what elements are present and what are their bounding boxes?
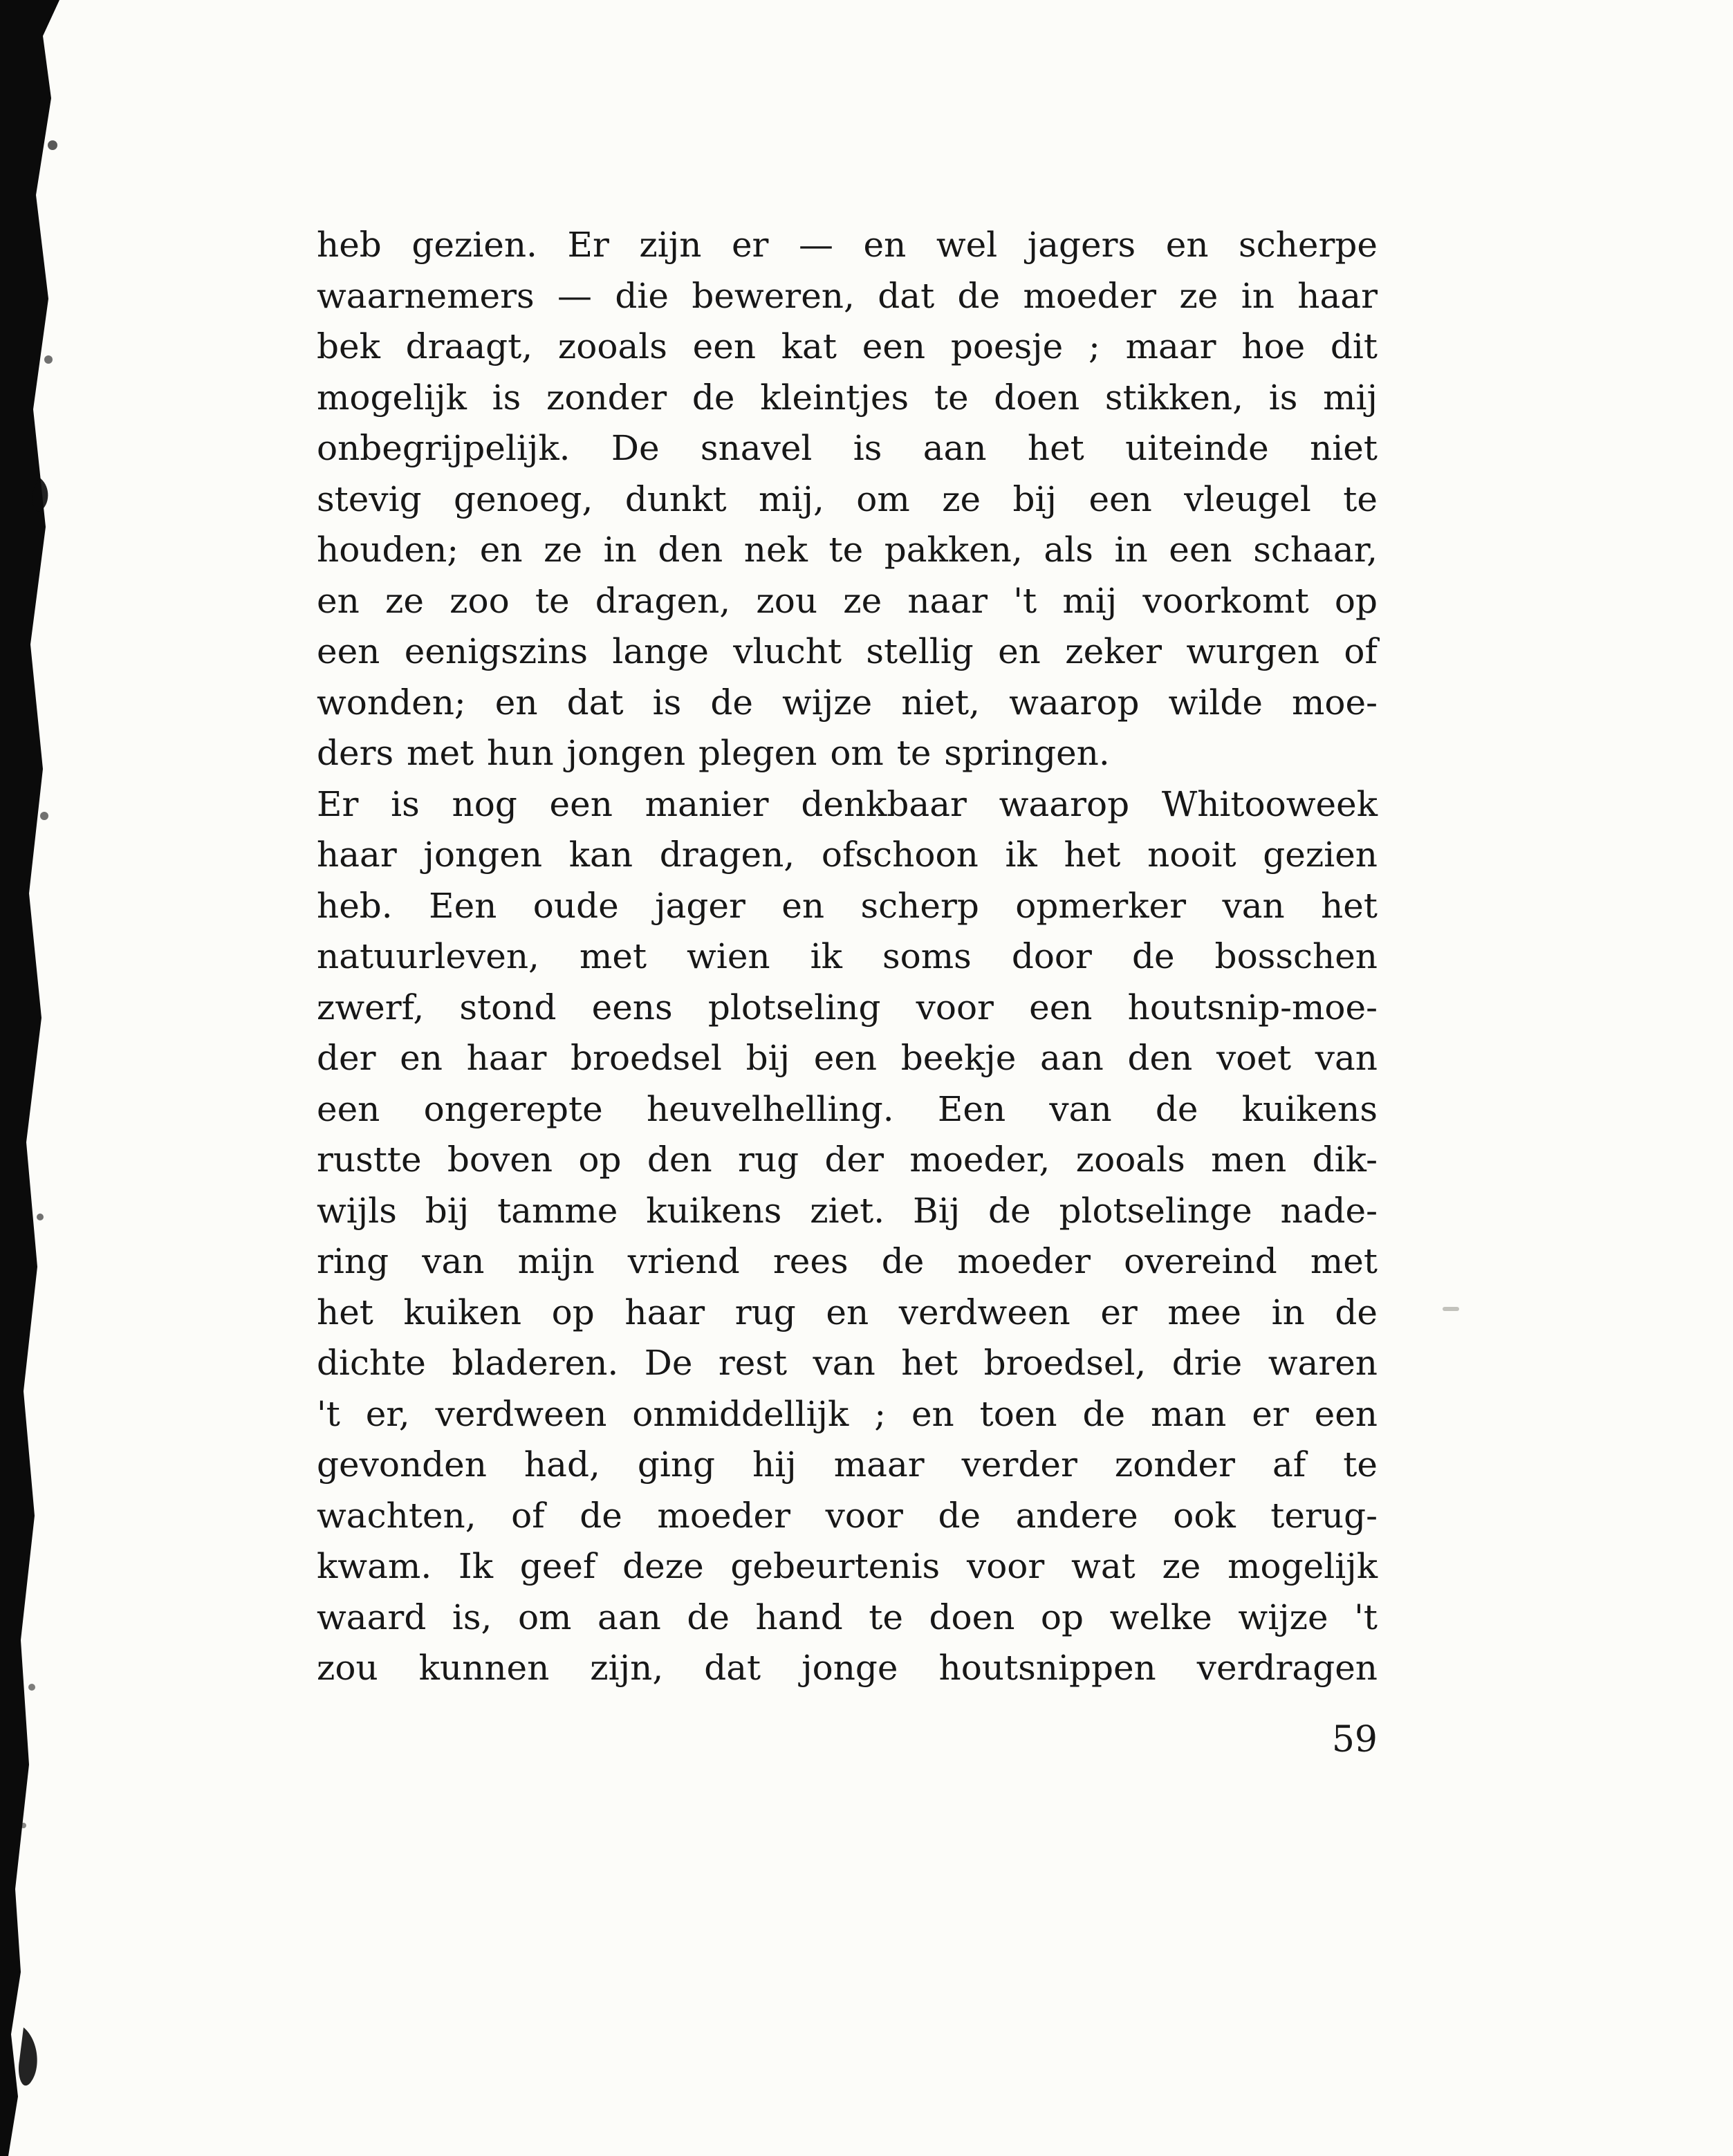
page-text	[317, 220, 1378, 1694]
text-line: kwam. Ik geef deze gebeurtenis voor wat ze mogelijk	[317, 1546, 1378, 1586]
binding-shadow-icon	[0, 0, 83, 2156]
text-line: wonden; en dat is de wijze niet, waarop wilde moe-	[317, 682, 1378, 723]
text-line: rustte boven op den rug der moeder, zooals men dik-	[317, 1140, 1378, 1180]
text-line: der en haar broedsel bij een beekje aan den voet van	[317, 1038, 1378, 1078]
scan-speck	[1443, 1307, 1459, 1311]
text-line: heb. Een oude jager en scherp opmerker van het	[317, 885, 1378, 926]
text-line: haar jongen kan dragen, ofschoon ik het nooit gezien	[317, 835, 1378, 875]
paragraph-2	[317, 779, 1378, 1694]
text-line: wijls bij tamme kuikens ziet. Bij de plotselinge nade-	[317, 1190, 1378, 1231]
text-line: natuurleven, met wien ik soms door de bosschen	[317, 936, 1378, 976]
text-line: dichte bladeren. De rest van het broedsel, drie waren	[317, 1343, 1378, 1383]
text-line: Er is nog een manier denkbaar waarop Whitooweek	[317, 783, 1378, 824]
text-line: 't er, verdween onmiddellijk ; en toen de man er een	[317, 1393, 1378, 1434]
page-number: 59	[1331, 1719, 1378, 1760]
text-line: zou kunnen zijn, dat jonge houtsnippen verdragen	[317, 1648, 1378, 1688]
text-line: heb gezien. Er zijn er — en wel jagers en scherpe	[317, 225, 1378, 265]
text-line: en ze zoo te dragen, zou ze naar 't mij voorkomt op	[317, 580, 1378, 621]
text-line: waarnemers — die beweren, dat de moeder ze in haar	[317, 275, 1378, 316]
text-line: gevonden had, ging hij maar verder zonder af te	[317, 1444, 1378, 1485]
text-line: het kuiken op haar rug en verdween er mee in de	[317, 1292, 1378, 1332]
text-line: onbegrijpelijk. De snavel is aan het uiteinde niet	[317, 428, 1378, 468]
text-line: houden; en ze in den nek te pakken, als in een schaar,	[317, 530, 1378, 570]
text-line: een eenigszins lange vlucht stellig en zeker wurgen of	[317, 631, 1378, 671]
text-line: wachten, of de moeder voor de andere ook terug-	[317, 1495, 1378, 1536]
paragraph-1	[317, 220, 1378, 779]
text-line: zwerf, stond eens plotseling voor een houtsnip-moe-	[317, 987, 1378, 1028]
text-line: stevig genoeg, dunkt mij, om ze bij een vleugel te	[317, 478, 1378, 519]
text-line: mogelijk is zonder de kleintjes te doen stikken, is mij	[317, 377, 1378, 418]
text-line: een ongerepte heuvelhelling. Een van de kuikens	[317, 1088, 1378, 1129]
text-line: ders met hun jongen plegen om te springen.	[317, 733, 1110, 773]
text-line: bek draagt, zooals een kat een poesje ; maar hoe dit	[317, 326, 1378, 366]
text-line: ring van mijn vriend rees de moeder overeind met	[317, 1241, 1378, 1281]
text-line: waard is, om aan de hand te doen op welke wijze 't	[317, 1597, 1378, 1637]
